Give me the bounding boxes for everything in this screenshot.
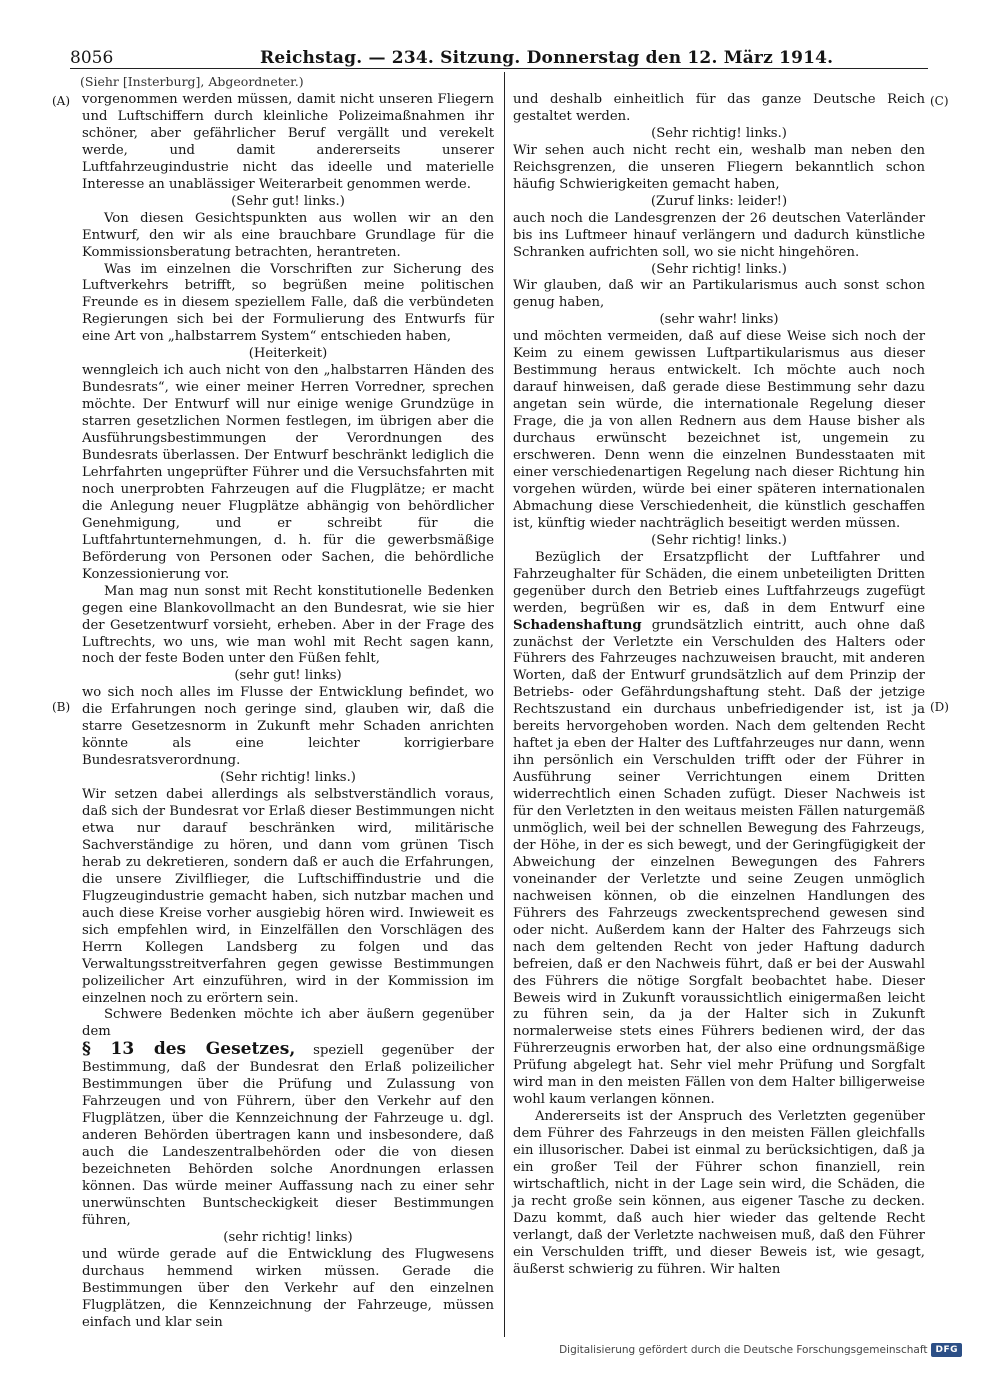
paragraph: Wir glauben, daß wir an Partikularismus auch sonst schon genug haben, <box>513 278 925 311</box>
paragraph: Wir sehen auch nicht recht ein, weshalb man neben den Reichsgrenzen, die unseren Fliegern bekanntlich schon häufig Schwierigkeiten gemacht haben, <box>513 142 925 192</box>
page-header <box>70 44 930 70</box>
interjection: (sehr richtig! links) <box>223 1229 353 1245</box>
paragraph: wenngleich ich auch nicht von den „halbstarren Händen des Bundesrats“, wie einer meiner Herren Vorredner, sprechen möchte. Der Entwurf will nur einige wenige Grundzüge in starren gesetzlichen Normen festlegen, im übrigen aber die Ausführungsbestimmungen der Verordnungen des Bundesrats überlassen. Der Entwurf beschränkt lediglich die Lehrfahrten ungeprüfter Führer und die Versuchsfahrten mit noch unerprobten Fahrzeugen auf die Flugplätze; er macht die Anlegung neuer Flugplätze abhängig von behördlicher Genehmigung, und er schreibt für die Luftfahrtunternehmungen, d. h. für die gewerbsmäßige Beförderung von Personen oder Sachen, die behördliche Konzessionierung vor. <box>82 363 494 582</box>
interjection: (sehr wahr! links) <box>659 312 779 328</box>
paragraph: Wir setzen dabei allerdings als selbstverständlich voraus, daß sich der Bundesrat vor Erlaß dieser Bestimmungen nicht etwa nur darauf beschränken wird, militärische Sachverständige zu hören, und dann vom grünen Tisch herab zu dekretieren, sondern daß er auch die Erfahrungen, die unsere Zivilflieger, die Luftschiffindustrie und die Flugzeugindustrie gemacht haben, sich nutzbar machen und auch diese Kreise vorher ausgiebig hören wird. Inwieweit es sich empfehlen wird, in Einzelfällen den Vorschlägen des Herrn Kollegen Landsberg zu folgen und das Verwaltungsstreitverfahren gegen gewisse Bestimmungen polizeilicher Art einzuführen, wird in der Kommission im einzelnen noch zu erörtern sein. <box>82 787 494 1006</box>
paragraph: und deshalb einheitlich für das ganze Deutsche Reich gestaltet werden. <box>513 92 925 124</box>
interjection: (Sehr richtig! links.) <box>220 770 356 786</box>
page-number: 8056 <box>70 48 114 68</box>
paragraph: Man mag nun sonst mit Recht konstitutionelle Bedenken gegen eine Blankovollmacht an den Bundesrat, wie sie hier der Gesetzentwurf vorsieht, erheben. Aber in der Frage des Luftrechts, wo uns, wie man wohl mit Recht sagen kann, noch der feste Boden unter den Füßen fehlt, <box>82 583 494 667</box>
interjection: (Sehr richtig! links.) <box>651 261 787 277</box>
paragraph: Andererseits ist der Anspruch des Verletzten gegenüber dem Führer des Fahrzeugs in den meisten Fällen gleichfalls ein illusorischer. Dabei ist einmal zu berücksichtigen, daß ja ein großer Teil der Führer schon finanziell, rein wirtschaftlich, nicht in der Lage sein wird, die Schäden, die ja recht große sein können, aus eigener Tasche zu decken. Dazu kommt, daß auch hier wieder das geltende Recht verlangt, daß der Verletzte nachweisen muß, daß den Führer ein Verschulden trifft, und dieser Beweis ist, wie gesagt, äußerst schwierig zu führen. Wir halten <box>513 1109 925 1277</box>
paragraph: Von diesen Gesichtspunkten aus wollen wir an den Entwurf, den wir als eine brauchbare Grundlage für die Kommissionsberatung betrachten, herantreten. <box>82 210 494 260</box>
footer-credit <box>559 1343 962 1357</box>
paragraph-text: speziell gegenüber der Bestimmung, daß der Bundesrat den Erlaß polizeilicher Bestimmungen über die Prüfung und Zulassung von Fahrzeugen und von Führern, über den Verkehr auf den Flugplätzen, über die Kennzeichnung der Fahrzeuge u. dgl. anderen Behörden übertragen kann und insbesondere, daß auch die Landeszentralbehörden oder die von diesen bezeichneten Behörden solche Anordnungen erlassen können. Das würde meiner Auffassung nach zu einer sehr unerwünschten Buntscheckigkeit dieser Bestimmungen führen, <box>82 1043 494 1228</box>
right-column <box>513 92 925 1279</box>
paragraph: und würde gerade auf die Entwicklung des Flugwesens durchaus hemmend wirken müssen. Gerade die Bestimmungen über den Verkehr auf den einzelnen Flugplätzen, die Kennzeichnung der Fahrzeuge, müssen einfach und klar sein <box>82 1246 494 1330</box>
margin-mark-c: (C) <box>930 94 949 108</box>
paragraph: Schwere Bedenken möchte ich aber äußern gegenüber dem <box>82 1007 494 1040</box>
dfg-logo: DFG <box>931 1343 962 1357</box>
interjection: (Sehr gut! links.) <box>231 193 345 209</box>
paragraph: wo sich noch alles im Flusse der Entwicklung befindet, wo die Erfahrungen noch geringe sind, glauben wir, daß die starre Gesetzesnorm in Zukunft mehr Schaden anrichten könnte als eine leichter korrigierbare Bundesratsverordnung. <box>82 685 494 769</box>
paragraph: Was im einzelnen die Vorschriften zur Sicherung des Luftverkehrs betrifft, so begrüßen meine politischen Freunde es in diesem speziellem Falle, daß die verbündeten Regierungen sich bei der Formulierung des Entwurfs für eine Art von „halbstarrem System“ entschieden haben, <box>82 261 494 345</box>
interjection: (sehr gut! links) <box>234 668 342 684</box>
paragraph <box>513 550 925 1109</box>
footer-text: Digitalisierung gefördert durch die Deutsche Forschungsgemeinschaft <box>559 1344 928 1356</box>
paragraph-text: grundsätzlich eintritt, auch ohne daß zunächst der Verletzte ein Verschulden des Halters oder Führers des Fahrzeuges nachzuweisen braucht, mit anderen Worten, daß der Entwurf grundsätzlich auf dem Prinzip der Betriebs- oder Gefährdungshaftung steht. Daß der jetzige Rechtszustand ein durchaus unbefriedigender ist, ist ja bereits hervorgehoben worden. Nach dem geltenden Recht haftet ja eben der Halter des Luftfahrzeuges nur dann, wenn ihn persönlich ein Verschulden trifft oder der Führer in Ausführung seiner Verrichtungen einem Dritten widerrechtlich einen Schaden zufügt. Dieser Nachweis ist für den Verletzten in den weitaus meisten Fällen naturgemäß unmöglich, weil bei der schnellen Bewegung des Fahrzeugs, der Höhe, in der es sich bewegt, und der Geringfügigkeit der Abweichung der einzelnen Bewegungen des Fahrers voneinander der Verletzte und seine Zeugen unmöglich nachweisen können, ob die einzelnen Handlungen des Führers des Fahrzeugs zweckentsprechend gewesen sind oder nicht. Außerdem kann der Halter des Fahrzeugs sich nach dem geltenden Recht von jeder Haftung dadurch befreien, daß er den Nachweis führt, daß er bei der Auswahl des Führers die nötige Sorgfalt beobachtet habe. Dieser Beweis wird in Zukunft voraussichtlich einigermaßen leicht zu führen sein, da ja der Halter sich in Zukunft normalerweise stets eines Führers bedienen wird, der das Führerzeugnis erworben hat, der also eine ordnungsmäßige Prüfung abgelegt hat. Sehr viel mehr Prüfung und Sorgfalt wird man in den meisten Fällen von dem Halter billigerweise wohl kaum verlangen können. <box>513 617 925 1108</box>
margin-mark-a: (A) <box>52 94 71 108</box>
running-title: Reichstag. — 234. Sitzung. Donnerstag den 12. März 1914. <box>260 48 834 68</box>
section-reference: § 13 des Gesetzes, <box>82 1039 296 1060</box>
speaker-note: (Siehr [Insterburg], Abgeordneter.) <box>80 74 304 89</box>
interjection: (Sehr richtig! links.) <box>651 125 787 141</box>
interjection: (Sehr richtig! links.) <box>651 532 787 548</box>
paragraph: vorgenommen werden müssen, damit nicht unseren Fliegern und Luftschiffern durch kleinliche Polizeimaßnahmen ihr schöner, aber gefährlicher Beruf vergällt und verekelt werde, und damit andererseits unserer Luftfahrzeugindustrie nicht das ideelle und materielle Interesse an unablässiger Weiterarbeit genommen werde. <box>82 92 494 192</box>
paragraph-text: Bezüglich der Ersatzpflicht der Luftfahrer und Fahrzeughalter für Schäden, die einem unbeteiligten Dritten gegenüber durch den Betrieb eines Luftfahrzeugs zugefügt werden, begrüßen wir es, daß in dem Entwurf eine <box>513 549 925 616</box>
header-rule <box>70 68 928 69</box>
left-column <box>82 92 494 1332</box>
paragraph: auch noch die Landesgrenzen der 26 deutschen Vaterländer bis ins Luftmeer hinauf verlängern und dadurch künstliche Schranken aufrichten soll, wo sie nicht hingehören. <box>513 210 925 260</box>
paragraph <box>82 1041 494 1229</box>
column-separator <box>504 72 505 1337</box>
margin-mark-d: (D) <box>930 700 949 714</box>
emphasized-term: Schadenshaftung <box>513 617 642 633</box>
interjection: (Zuruf links: leider!) <box>650 193 788 209</box>
paragraph: und möchten vermeiden, daß auf diese Weise sich noch der Keim zu einem gewissen Luftpartikularismus aus dieser Bestimmung heraus entwickelt. Ich möchte auch noch darauf hinweisen, daß gerade diese Bestimmung sehr dazu angetan sein würde, die internationale Regelung dieser Frage, die ja von allen Rednern aus dem Hause bisher als durchaus erwünscht bezeichnet ist, ungemein zu erschweren. Denn wenn die einzelnen Bundesstaaten mit einer verschiedenartigen Regelung nach dieser Richtung hin vorgehen würden, würde bei einer späteren internationalen Abmachung diese Verschiedenheit, die künstlich geschaffen ist, künftig wieder nachträglich beseitigt werden müssen. <box>513 329 925 531</box>
interjection: (Heiterkeit) <box>248 346 328 362</box>
margin-mark-b: (B) <box>52 700 71 714</box>
